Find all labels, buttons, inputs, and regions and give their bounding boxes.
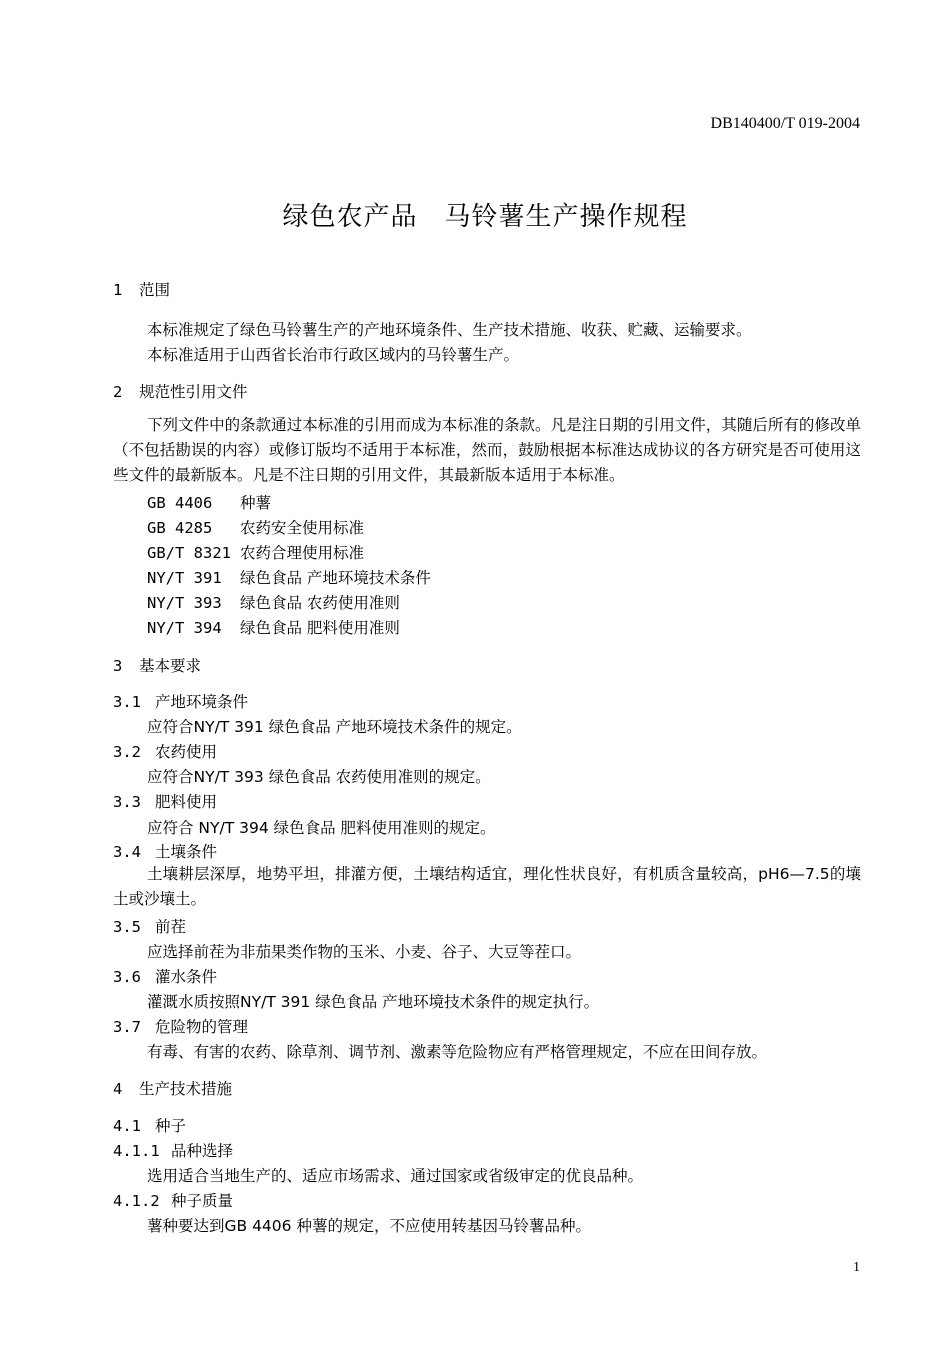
- reference-name: 农药合理使用标准: [240, 544, 365, 562]
- subsubsection-heading: [113, 1189, 233, 1211]
- subsection-heading: [113, 740, 217, 762]
- paragraph: 应符合 NY/T 394 绿色食品 肥料使用准则的规定。: [147, 819, 496, 837]
- subsection-number: 4.1: [113, 1117, 141, 1135]
- section-heading-1: [113, 278, 170, 300]
- paragraph: 应选择前茬为非茄果类作物的玉米、小麦、谷子、大豆等茬口。: [147, 943, 582, 961]
- reference-code: GB 4285: [147, 519, 213, 537]
- section-number: 4: [113, 1080, 123, 1098]
- section-number: 2: [113, 383, 123, 401]
- subsection-number: 3.5: [113, 918, 141, 936]
- subsection-title: 土壤条件: [155, 843, 218, 861]
- reference-code: NY/T 393: [147, 594, 222, 612]
- subsection-title: 前茬: [155, 918, 187, 936]
- paragraph: 应符合NY/T 393 绿色食品 农药使用准则的规定。: [147, 768, 491, 786]
- document-code: DB140400/T 019-2004: [710, 115, 860, 132]
- reference-code: GB 4406: [147, 494, 213, 512]
- section-heading-2: [113, 380, 248, 402]
- section-title: 生产技术措施: [139, 1080, 233, 1098]
- subsection-heading: [113, 965, 217, 987]
- subsection-heading: [113, 790, 217, 812]
- subsection-number: 3.6: [113, 968, 141, 986]
- paragraph: 本标准规定了绿色马铃薯生产的产地环境条件、生产技术措施、收获、贮藏、运输要求。: [147, 321, 752, 339]
- reference-item: [147, 516, 364, 538]
- reference-name: 绿色食品 农药使用准则: [240, 594, 400, 612]
- subsubsection-number: 4.1.1: [113, 1142, 160, 1160]
- reference-code: NY/T 391: [147, 569, 222, 587]
- section-title: 规范性引用文件: [139, 383, 248, 401]
- section-heading-4: [113, 1077, 232, 1099]
- subsection-title: 灌水条件: [155, 968, 218, 986]
- reference-item: [147, 591, 400, 613]
- section-title: 范围: [139, 281, 171, 299]
- subsection-heading: [113, 1114, 186, 1136]
- subsubsection-title: 品种选择: [171, 1142, 234, 1160]
- reference-item: [147, 541, 364, 563]
- paragraph: 土壤耕层深厚，地势平坦，排灌方便，土壤结构适宜，理化性状良好，有机质含量较高，pH6—7.5的壤土或沙壤土。: [113, 865, 861, 908]
- subsubsection-title: 种子质量: [171, 1192, 234, 1210]
- paragraph: 本标准适用于山西省长治市行政区域内的马铃薯生产。: [147, 346, 520, 364]
- reference-code: GB/T 8321: [147, 544, 231, 562]
- section-title: 基本要求: [139, 657, 202, 675]
- paragraph: 下列文件中的条款通过本标准的引用而成为本标准的条款。凡是注日期的引用文件，其随后所有的修改单（不包括勘误的内容）或修订版均不适用于本标准，然而，鼓励根据本标准达成协议的各方研究是否可使用这些文件的最新版本。凡是不注日期的引用文件，其最新版本适用于本标准。: [113, 416, 861, 484]
- subsection-number: 3.7: [113, 1018, 141, 1036]
- subsection-number: 3.1: [113, 693, 141, 711]
- document-title: 绿色农产品 马铃薯生产操作规程: [282, 202, 688, 232]
- reference-name: 农药安全使用标准: [240, 519, 365, 537]
- paragraph: 有毒、有害的农药、除草剂、调节剂、激素等危险物应有严格管理规定，不应在田间存放。: [147, 1043, 768, 1061]
- reference-code: NY/T 394: [147, 619, 222, 637]
- subsection-title: 肥料使用: [155, 793, 218, 811]
- reference-item: [147, 616, 400, 638]
- reference-item: [147, 491, 271, 513]
- subsection-title: 农药使用: [155, 743, 218, 761]
- section-number: 3: [113, 657, 123, 675]
- subsection-number: 3.4: [113, 843, 141, 861]
- paragraph: 灌溉水质按照NY/T 391 绿色食品 产地环境技术条件的规定执行。: [147, 993, 600, 1011]
- subsubsection-number: 4.1.2: [113, 1192, 160, 1210]
- subsection-title: 产地环境条件: [155, 693, 249, 711]
- subsection-heading: [113, 915, 186, 937]
- reference-name: 绿色食品 肥料使用准则: [240, 619, 400, 637]
- paragraph: 选用适合当地生产的、适应市场需求、通过国家或省级审定的优良品种。: [147, 1167, 644, 1185]
- section-heading-3: [113, 654, 201, 676]
- subsection-number: 3.2: [113, 743, 141, 761]
- subsection-heading: [113, 690, 248, 712]
- subsection-heading: [113, 840, 217, 862]
- subsection-heading: [113, 1015, 248, 1037]
- section-number: 1: [113, 281, 123, 299]
- paragraph: 应符合NY/T 391 绿色食品 产地环境技术条件的规定。: [147, 718, 522, 736]
- paragraph: 薯种要达到GB 4406 种薯的规定，不应使用转基因马铃薯品种。: [147, 1217, 591, 1235]
- page-number: 1: [853, 1260, 860, 1275]
- reference-name: 种薯: [240, 494, 272, 512]
- reference-name: 绿色食品 产地环境技术条件: [240, 569, 431, 587]
- reference-item: [147, 566, 431, 588]
- subsection-number: 3.3: [113, 793, 141, 811]
- subsubsection-heading: [113, 1139, 233, 1161]
- subsection-title: 危险物的管理: [155, 1018, 249, 1036]
- subsection-title: 种子: [155, 1117, 187, 1135]
